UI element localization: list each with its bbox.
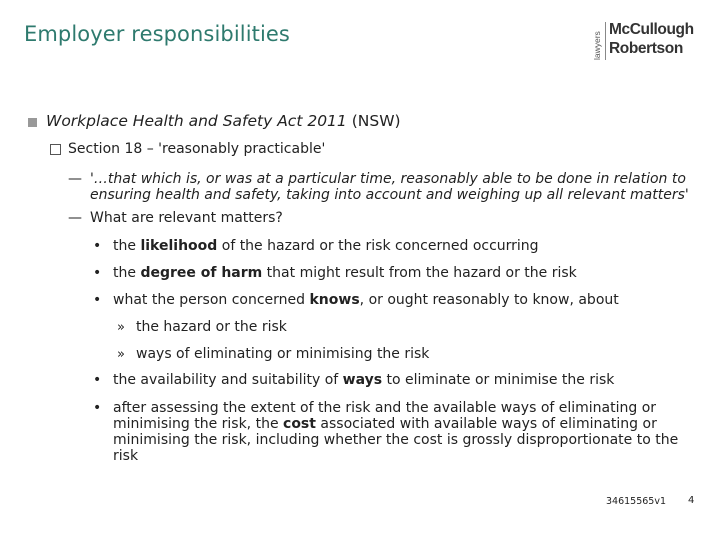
double-chevron-bullet-icon: » [117, 347, 125, 362]
checkbox-bullet-icon [50, 144, 61, 155]
quote-text: '…that which is, or was at a particular time, reasonably able to be done in relation to ensuring health and safety, taking into account and weighing up all relevant matters' [90, 171, 689, 203]
page-number: 4 [688, 495, 695, 506]
matter-item: the availability and suitability of ways to eliminate or minimise the risk [113, 372, 615, 388]
section-heading: Section 18 – 'reasonably practicable' [68, 141, 326, 157]
logo-line-1: McCullough [609, 21, 694, 38]
dash-bullet-icon: — [68, 171, 82, 187]
dot-bullet-icon: • [93, 265, 102, 281]
square-bullet-icon [28, 118, 37, 127]
matter-item: after assessing the extent of the risk and the available ways of eliminating or minimising the risk, the cost associated with available ways of eliminating or minimising the risk, including whether the cost is grossly disproportionate to the risk [113, 400, 679, 464]
act-jurisdiction: (NSW) [351, 112, 401, 130]
sub-item: ways of eliminating or minimising the risk [136, 346, 430, 362]
act-heading [46, 113, 401, 129]
logo-line-2: Robertson [609, 40, 683, 57]
matter-item: the likelihood of the hazard or the risk concerned occurring [113, 238, 539, 254]
dot-bullet-icon: • [93, 372, 102, 388]
document-id: 34615565v1 [606, 496, 667, 507]
matter-item: the degree of harm that might result from the hazard or the risk [113, 265, 577, 281]
sub-item: the hazard or the risk [136, 319, 287, 335]
dot-bullet-icon: • [93, 292, 102, 308]
double-chevron-bullet-icon: » [117, 320, 125, 335]
dash-bullet-icon: — [68, 210, 82, 226]
act-name: Workplace Health and Safety Act 2011 [46, 112, 347, 130]
matter-item: what the person concerned knows, or ought reasonably to know, about [113, 292, 619, 308]
dot-bullet-icon: • [93, 400, 102, 416]
dot-bullet-icon: • [93, 238, 102, 254]
page-title: Employer responsibilities [24, 22, 290, 46]
relevant-matters-question: What are relevant matters? [90, 210, 283, 226]
logo-lawyers-text: lawyers [592, 31, 602, 60]
